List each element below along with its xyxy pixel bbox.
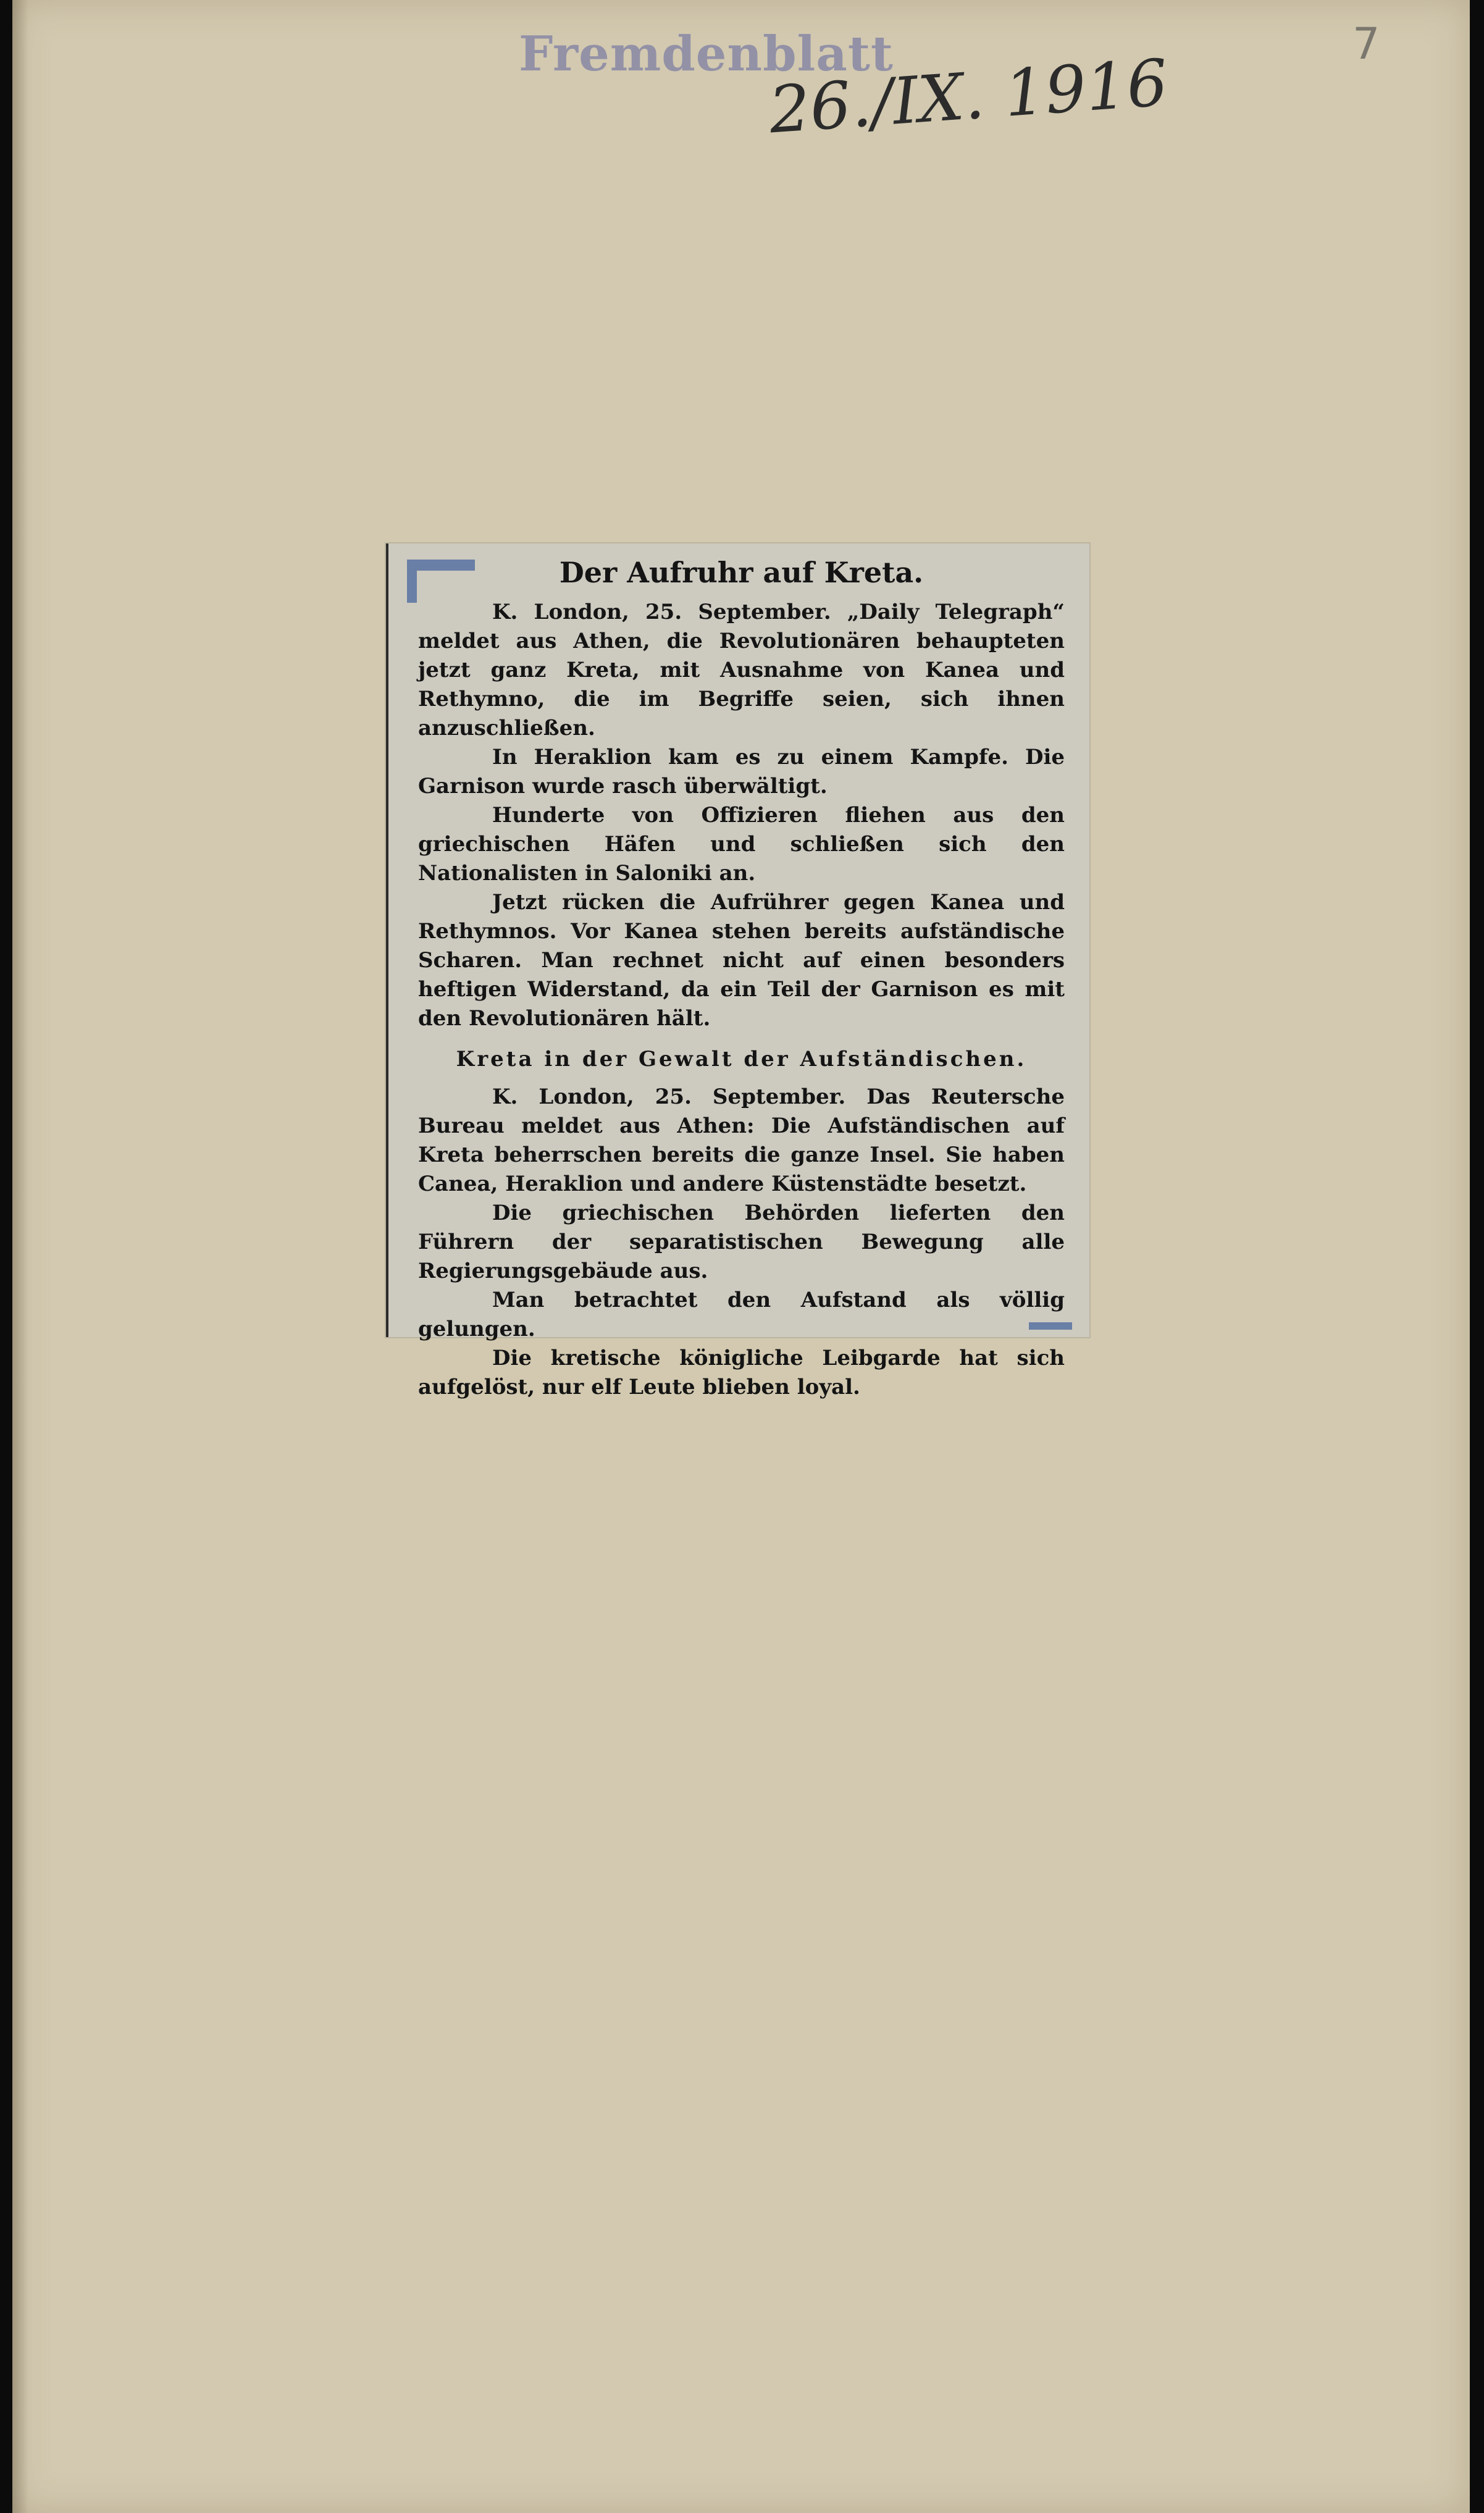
blue-pencil-mark-vertical [407, 560, 417, 603]
article-subheadline: Kreta in der Gewalt der Aufständischen. [456, 1047, 1027, 1072]
page-number: 7 [1352, 19, 1380, 69]
clipping-text [418, 556, 1065, 1399]
handwritten-date: 26./IX. 1916 [766, 44, 1170, 148]
newspaper-stamp: Fremdenblatt [519, 26, 894, 82]
article-paragraph: Jetzt rücken die Aufrührer gegen Kanea und Rethymnos. Vor Kanea stehen bereits aufständische Scharen. Man rechnet nicht auf einen besonders heftigen Widerstand, da ein Teil der Garnison es mit den Revolutionären hält. [418, 890, 1065, 1031]
article-paragraph: In Heraklion kam es zu einem Kampfe. Die Garnison wurde rasch überwältigt. [418, 745, 1065, 799]
article-paragraph: Die griechischen Behörden lieferten den Führern der separatistischen Bewegung alle Regierungsgebäude aus. [418, 1201, 1065, 1283]
newspaper-clipping [386, 543, 1089, 1399]
article-paragraph: Hunderte von Offizieren fliehen aus den griechischen Häfen und schließen sich den Nationalisten in Saloniki an. [418, 803, 1065, 886]
article-paragraph: K. London, 25. September. Das Reutersche Bureau meldet aus Athen: Die Aufständischen auf Kreta beherrschen bereits die ganze Insel. Sie haben Canea, Heraklion und andere Küstenstädte besetzt. [418, 1084, 1065, 1196]
article-paragraph: Die kretische königliche Leibgarde hat sich aufgelöst, nur elf Leute blieben loyal. [418, 1346, 1065, 1399]
article-headline: Der Aufruhr auf Kreta. [559, 556, 924, 589]
article-paragraph: K. London, 25. September. „Daily Telegraph“ meldet aus Athen, die Revolutionären behaupteten jetzt ganz Kreta, mit Ausnahme von Kanea und Rethymno, die im Begriffe seien, sich ihnen anzuschließen. [418, 600, 1065, 740]
archive-sheet [12, 0, 1470, 2513]
article-paragraph: Man betrachtet den Aufstand als völlig gelungen. [418, 1288, 1065, 1341]
